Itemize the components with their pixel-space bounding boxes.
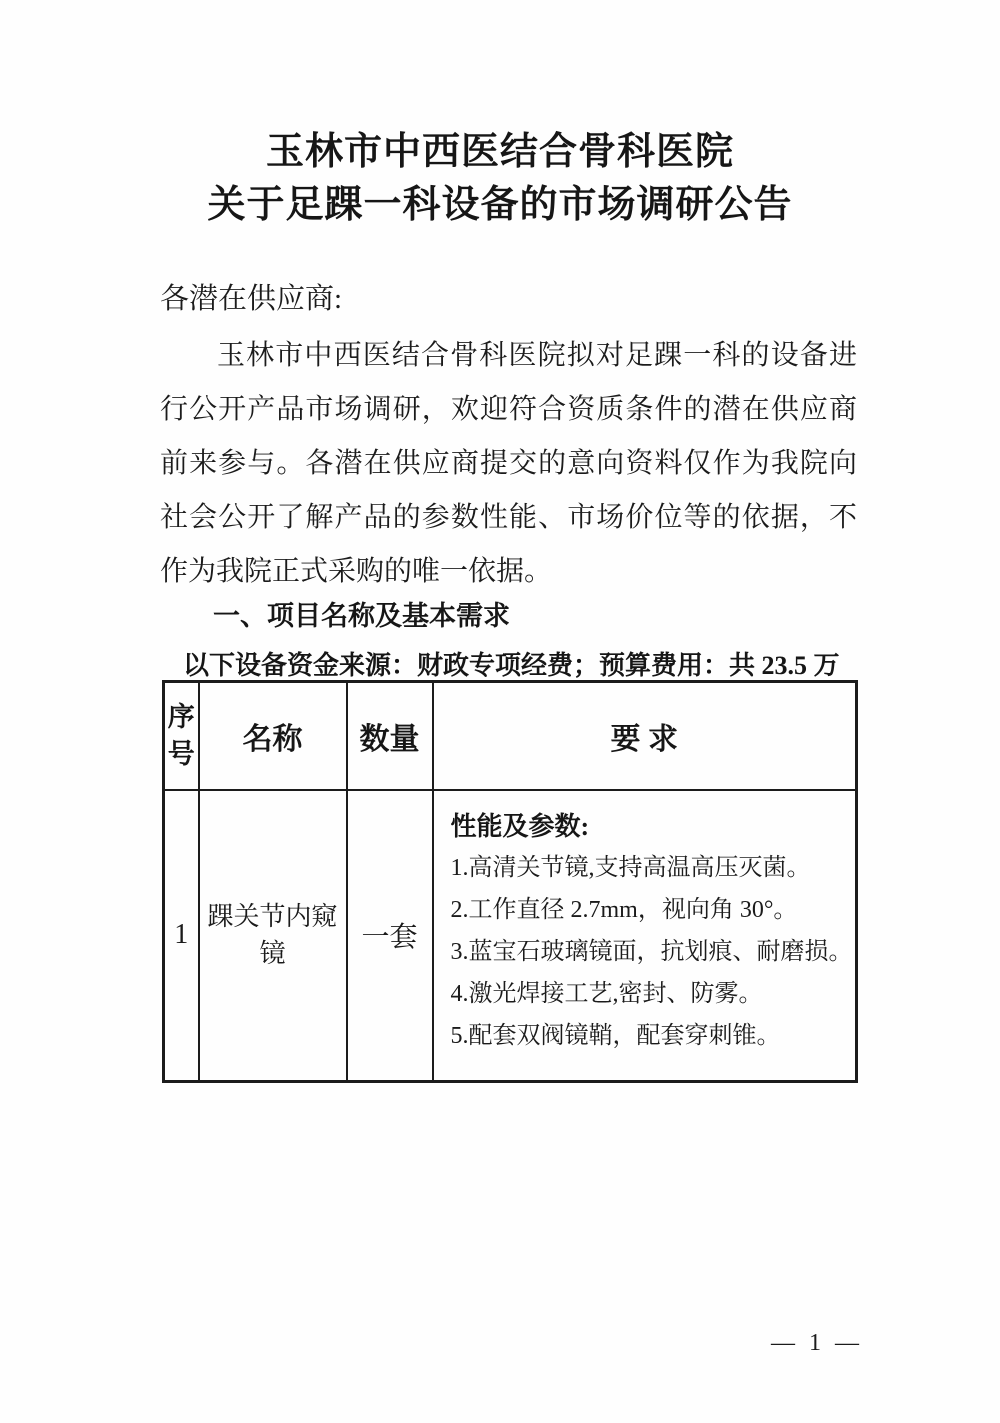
equipment-table [162,680,858,1083]
requirement-item-3: 3.蓝宝石玻璃镜面，抗划痕、耐磨损。 [450,938,853,965]
table-row [164,790,857,1082]
cell-serial-number: 1 [164,790,199,1082]
header-requirements: 要 求 [433,682,857,790]
title-line-1: 玉林市中西医结合骨科医院 [265,131,734,173]
requirement-item-4: 4.激光焊接工艺,密封、防雾。 [450,980,763,1007]
cell-equipment-name: 踝关节内窥镜 [199,790,347,1082]
header-name: 名称 [199,682,347,790]
cell-quantity: 一套 [347,790,433,1082]
header-quantity: 数量 [347,682,433,790]
header-serial-number: 序号 [164,682,199,790]
requirement-item-1: 1.高清关节镜,支持高温高压灭菌。 [450,854,811,881]
page-number: — 1 — [771,1330,863,1356]
table-header-row [164,682,857,790]
cell-requirements [433,790,857,1082]
title-line-2: 关于足踝一科设备的市场调研公告 [207,184,793,226]
document-title [0,126,1000,232]
section-heading: 一、项目名称及基本需求 [213,601,510,631]
requirement-item-5: 5.配套双阀镜鞘，配套穿刺锥。 [450,1022,781,1049]
body-paragraph: 玉林市中西医结合骨科医院拟对足踝一科的设备进行公开产品市场调研，欢迎符合资质条件的潜在供应商前来参与。各潜在供应商提交的意向资料仅作为我院向社会公开了解产品的参数性能、市场价位等的依据，不作为我院正式采购的唯一依据。 [160,340,857,587]
requirements-title: 性能及参数: [450,811,590,841]
requirement-item-2: 2.工作直径 2.7mm，视向角 30°。 [450,896,798,923]
funding-source-line: 以下设备资金来源：财政专项经费；预算费用：共 23.5 万 [183,651,840,680]
salutation: 各潜在供应商: [160,283,343,315]
